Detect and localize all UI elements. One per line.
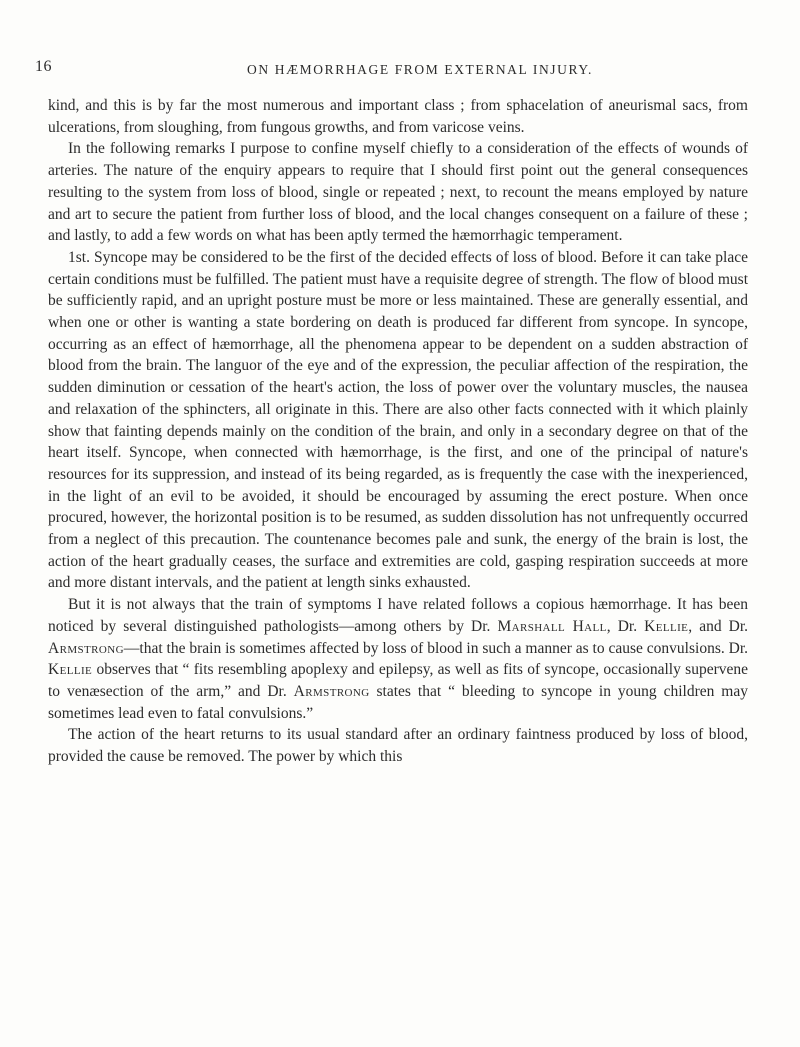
text-run: But it is not always that the train of symptoms I have related follows a copious hæmorrhage. It has been noticed by several distinguished pathologists—among others by Dr. [48,596,748,635]
running-title: ON HÆMORRHAGE FROM EXTERNAL INJURY. [247,62,593,77]
text-run: , Dr. [606,617,645,635]
text-run: , and Dr. [688,617,749,635]
author-name: Armstrong [293,682,370,700]
body-text [48,95,748,768]
text-run: states that “ bleeding to syncope in young children may sometimes lead even to fatal convulsions.” [48,682,748,722]
paragraph-convulsions [48,594,748,724]
paragraph-introduction: In the following remarks I purpose to confine myself chiefly to a consideration of the effects of wounds of arteries. The nature of the enquiry appears to require that I should first point out the general consequences resulting to the system from loss of blood, single or repeated ; next, to recount the means employed by nature and art to secure the patient from further loss of blood, and the local changes consequent on a failure of these ; and lastly, to add a few words on what has been aptly termed the hæmorrhagic temperament. [48,140,748,245]
paragraph-syncope: 1st. Syncope may be considered to be the first of the decided effects of loss of blood. Before it can take place certain conditions must be fulfilled. The patient must have a requisite degree of strength. The flow of blood must be sufficiently rapid, and an upright posture must be more or less maintained. These are generally essential, and when one or other is wanting a state bordering on death is produced far different from syncope. In syncope, occurring as an effect of hæmorrhage, all the phenomena appear to be dependent on a sudden abstraction of blood from the brain. The languor of the eye and of the expression, the peculiar affection of the respiration, the sudden diminution or cessation of the heart's action, the loss of power over the voluntary muscles, the nausea and relaxation of the sphincters, all originate in this. There are also other facts connected with it which plainly show that fainting depends mainly on the condition of the brain, and only in a secondary degree on that of the heart itself. Syncope, when connected with hæmorrhage, is the first, and one of the principal of nature's resources for its suppression, and instead of its being regarded, as is frequently the case with the inexperienced, in the light of an evil to be avoided, it should be encouraged by assuming the erect posture. When once procured, however, the horizontal position is to be resumed, as sudden dissolution has not unfrequently occurred from a neglect of this precaution. The countenance becomes pale and sunk, the energy of the brain is lost, the action of the heart gradually ceases, the surface and extremities are cold, gasping respiration succeeds at more and more distant intervals, and the patient at length sinks exhausted. [48,248,748,592]
author-name: Kellie [644,617,689,635]
text-run: observes that “ fits resembling apoplexy and epilepsy, as well as fits of syncope, occasionally supervene to venæsection of the arm,” and Dr. [48,661,748,700]
author-name: Marshall Hall [497,617,607,635]
author-name: Kellie [48,661,93,679]
paragraph-heart-action: The action of the heart returns to its usual standard after an ordinary faintness produced by loss of blood, provided the cause be removed. The power by which this [48,726,748,766]
paragraph-continuation: kind, and this is by far the most numerous and important class ; from sphacelation of aneurismal sacs, from ulcerations, from sloughing, from fungous growths, and from varicose veins. [48,97,748,136]
text-run: —that the brain is sometimes affected by loss of blood in such a manner as to cause convulsions. Dr. [123,639,748,657]
page-number: 16 [35,58,52,75]
page-header [35,58,745,82]
author-name: Armstrong [48,639,124,657]
